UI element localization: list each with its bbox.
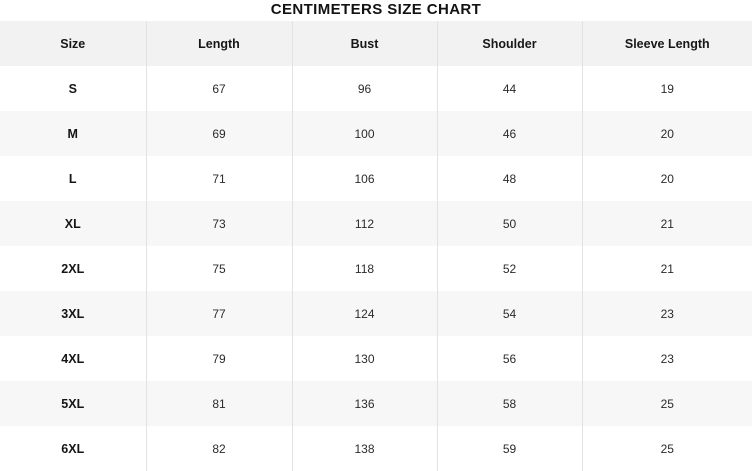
cell-length: 81 <box>146 381 292 426</box>
page-title: CENTIMETERS SIZE CHART <box>270 1 482 18</box>
column-header-shoulder: Shoulder <box>437 21 582 66</box>
cell-shoulder: 48 <box>437 156 582 201</box>
cell-shoulder: 50 <box>437 201 582 246</box>
table-header-row <box>0 21 752 66</box>
cell-size: 6XL <box>0 426 146 471</box>
table-row <box>0 291 752 336</box>
column-header-bust: Bust <box>292 21 437 66</box>
cell-length: 77 <box>146 291 292 336</box>
cell-length: 71 <box>146 156 292 201</box>
cell-shoulder: 46 <box>437 111 582 156</box>
cell-sleeve-length: 23 <box>582 291 752 336</box>
table-row <box>0 381 752 426</box>
cell-bust: 96 <box>292 66 437 111</box>
cell-size: 5XL <box>0 381 146 426</box>
cell-sleeve-length: 25 <box>582 381 752 426</box>
cell-shoulder: 56 <box>437 336 582 381</box>
table-row <box>0 246 752 291</box>
cell-sleeve-length: 20 <box>582 111 752 156</box>
cell-length: 69 <box>146 111 292 156</box>
cell-shoulder: 52 <box>437 246 582 291</box>
table-row <box>0 111 752 156</box>
cell-length: 79 <box>146 336 292 381</box>
cell-size: 3XL <box>0 291 146 336</box>
table-header <box>0 21 752 66</box>
cell-shoulder: 58 <box>437 381 582 426</box>
table-row <box>0 156 752 201</box>
cell-bust: 124 <box>292 291 437 336</box>
cell-size: S <box>0 66 146 111</box>
cell-size: L <box>0 156 146 201</box>
table-body <box>0 66 752 471</box>
cell-bust: 118 <box>292 246 437 291</box>
cell-size: 4XL <box>0 336 146 381</box>
cell-bust: 112 <box>292 201 437 246</box>
cell-shoulder: 54 <box>437 291 582 336</box>
cell-shoulder: 44 <box>437 66 582 111</box>
table-row <box>0 336 752 381</box>
cell-bust: 136 <box>292 381 437 426</box>
column-header-sleeve-length: Sleeve Length <box>582 21 752 66</box>
cell-bust: 100 <box>292 111 437 156</box>
cell-length: 73 <box>146 201 292 246</box>
cell-size: 2XL <box>0 246 146 291</box>
cell-sleeve-length: 23 <box>582 336 752 381</box>
cell-sleeve-length: 25 <box>582 426 752 471</box>
cell-bust: 106 <box>292 156 437 201</box>
table-row <box>0 201 752 246</box>
cell-sleeve-length: 21 <box>582 201 752 246</box>
cell-size: XL <box>0 201 146 246</box>
cell-shoulder: 59 <box>437 426 582 471</box>
cell-length: 75 <box>146 246 292 291</box>
cell-length: 67 <box>146 66 292 111</box>
column-header-length: Length <box>146 21 292 66</box>
cell-size: M <box>0 111 146 156</box>
cell-length: 82 <box>146 426 292 471</box>
column-header-size: Size <box>0 21 146 66</box>
cell-bust: 138 <box>292 426 437 471</box>
cell-sleeve-length: 20 <box>582 156 752 201</box>
table-row <box>0 66 752 111</box>
table-row <box>0 426 752 471</box>
cell-sleeve-length: 19 <box>582 66 752 111</box>
size-chart-table <box>0 21 752 471</box>
cell-bust: 130 <box>292 336 437 381</box>
cell-sleeve-length: 21 <box>582 246 752 291</box>
